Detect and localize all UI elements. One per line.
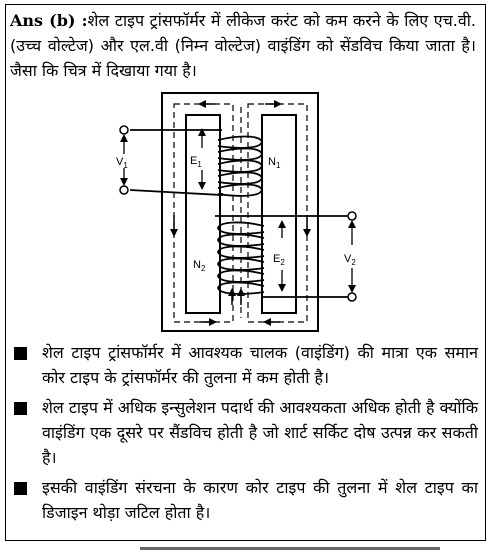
list-item [12, 340, 478, 390]
bullet-square-icon [14, 482, 27, 495]
flux-path-left [174, 104, 233, 322]
bullet-text: इसकी वाइंडिंग संरचना के कारण कोर टाइप की तुलना में शेल टाइप का डिजाइन थोड़ा जटिल होता है। [42, 478, 478, 522]
bullet-square-icon [14, 402, 27, 415]
bullet-list [12, 340, 478, 530]
flux-path-right [248, 104, 307, 322]
label-n2: $N_2$ [193, 259, 206, 273]
label-e2: $E_2$ [273, 253, 285, 267]
list-item [12, 395, 478, 470]
list-item [12, 475, 478, 525]
core-window-left [186, 115, 220, 313]
core-window-right [262, 115, 296, 313]
label-v1: $V_1$ [116, 156, 128, 170]
answer-text: शेल टाइप ट्रांसफॉर्मर में लीकेज करंट को कम करने के लिए एच.वी. (उच्च वोल्टेज) और एल.वी (निम्न वोल्टेज) वाइंडिंग को सेंडविच किया जाता है। जैसा कि चित्र में दिखाया गया है। [10, 11, 476, 80]
winding-coil-icon-secondary [215, 216, 352, 297]
terminal-circle-icon [120, 126, 356, 301]
label-n1: $N_1$ [268, 156, 281, 170]
bullet-text: शेल टाइप ट्रांसफॉर्मर में आवश्यक चालक (वाइंडिंग) की मात्रा एक समान कोर टाइप के ट्रांसफॉर्मर की तुलना में कम होती है। [42, 343, 478, 387]
cropped-next-line [0, 547, 493, 557]
answer-prefix: Ans (b) : [10, 11, 88, 30]
label-e1: $E_1$ [190, 155, 202, 169]
bullet-square-icon [14, 347, 27, 360]
bullet-text: शेल टाइप में अधिक इन्सुलेशन पदार्थ की आवश्यकता अधिक होती है क्योंकि वाइंडिंग एक दूसरे पर सैंडविच होती है जो शार्ट सर्किट दोष उत्पन्न कर सकती है। [42, 398, 478, 467]
label-v2: $V_2$ [344, 253, 356, 267]
